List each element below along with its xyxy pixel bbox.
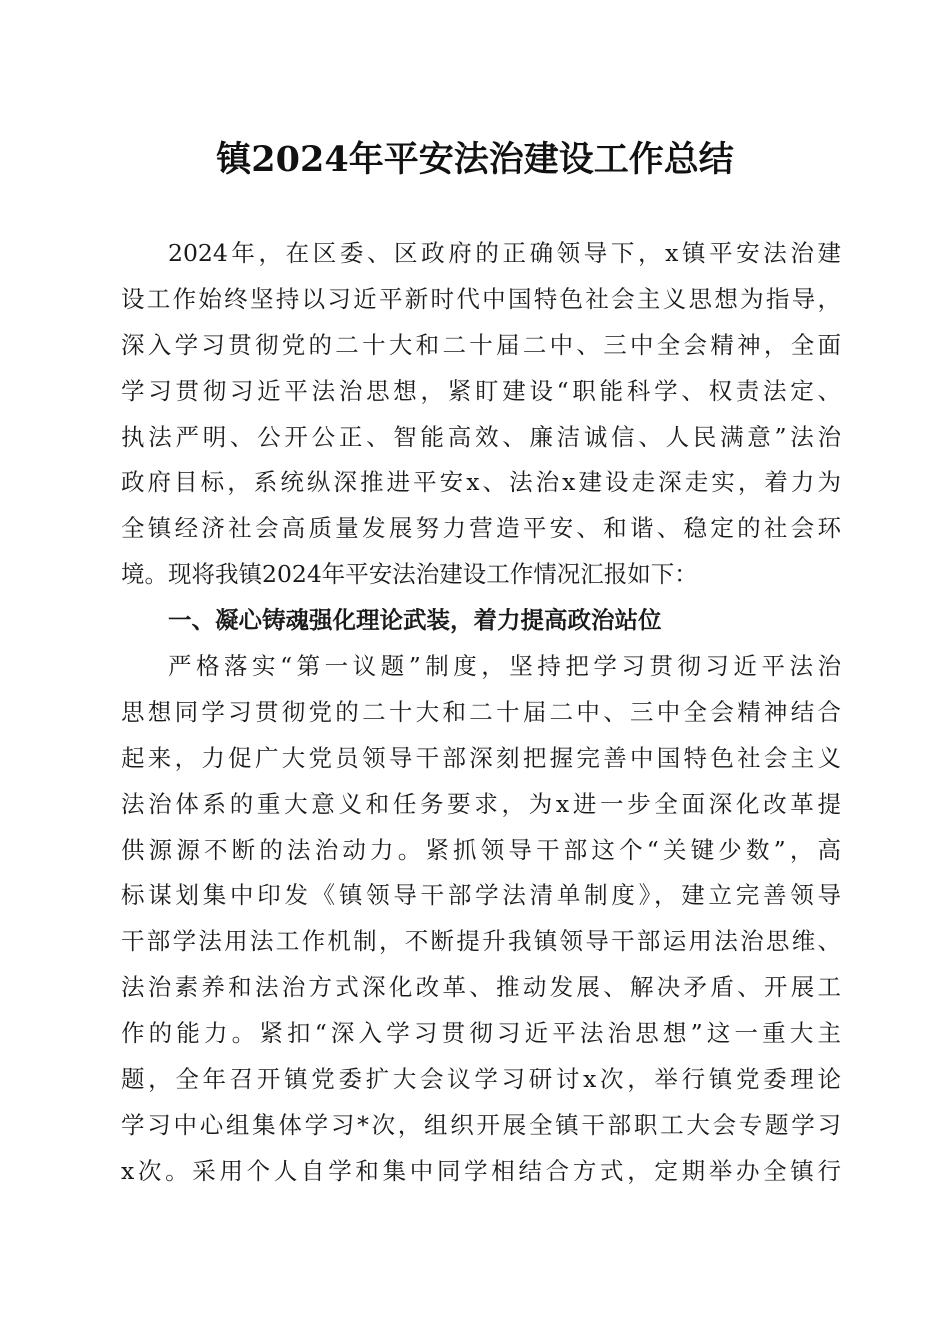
section-heading: 一、凝心铸魂强化理论武装，着力提高政治站位 (168, 606, 662, 635)
paragraph-line: 执法严明、公开公正、智能高效、廉洁诚信、人民满意”法治 (121, 422, 841, 451)
paragraph-line: 作的能力。紧扣“深入学习贯彻习近平法治思想”这一重大主 (121, 1019, 841, 1048)
paragraph-line: 设工作始终坚持以习近平新时代中国特色社会主义思想为指导， (121, 284, 841, 313)
paragraph-line: 深入学习贯彻党的二十大和二十届二中、三中全会精神，全面 (121, 330, 841, 359)
paragraph-line: 境。现将我镇2024年平安法治建设工作情况汇报如下： (121, 560, 698, 589)
paragraph-line: 学习贯彻习近平法治思想，紧盯建设“职能科学、权责法定、 (121, 376, 841, 405)
paragraph-line: 标谋划集中印发《镇领导干部学法清单制度》，建立完善领导 (121, 881, 841, 910)
document-title: 镇2024年平安法治建设工作总结 (216, 139, 734, 180)
paragraph-line: 严格落实“第一议题”制度，坚持把学习贯彻习近平法治 (168, 652, 841, 681)
paragraph-line: 法治素养和法治方式深化改革、推动发展、解决矛盾、开展工 (121, 973, 841, 1002)
paragraph-line: 政府目标，系统纵深推进平安x、法治x建设走深走实，着力为 (121, 468, 841, 497)
paragraph-line: 题，全年召开镇党委扩大会议学习研讨x次，举行镇党委理论 (121, 1065, 841, 1094)
paragraph-line: 法治体系的重大意义和任务要求，为x进一步全面深化改革提 (121, 789, 841, 818)
paragraph-line: 干部学法用法工作机制，不断提升我镇领导干部运用法治思维、 (121, 927, 841, 956)
document-body (121, 231, 841, 1195)
paragraph-line: 起来，力促广大党员领导干部深刻把握完善中国特色社会主义 (121, 743, 841, 772)
paragraph-line: 思想同学习贯彻党的二十大和二十届二中、三中全会精神结合 (121, 697, 841, 726)
paragraph-line: 供源源不断的法治动力。紧抓领导干部这个“关键少数”，高 (121, 835, 841, 864)
paragraph-line: x次。采用个人自学和集中同学相结合方式，定期举办全镇行 (121, 1156, 841, 1185)
paragraph-line: 全镇经济社会高质量发展努力营造平安、和谐、稳定的社会环 (121, 514, 841, 543)
paragraph-line: 学习中心组集体学习*次，组织开展全镇干部职工大会专题学习 (121, 1110, 841, 1139)
paragraph-line: 2024年，在区委、区政府的正确领导下，x镇平安法治建 (168, 239, 841, 267)
